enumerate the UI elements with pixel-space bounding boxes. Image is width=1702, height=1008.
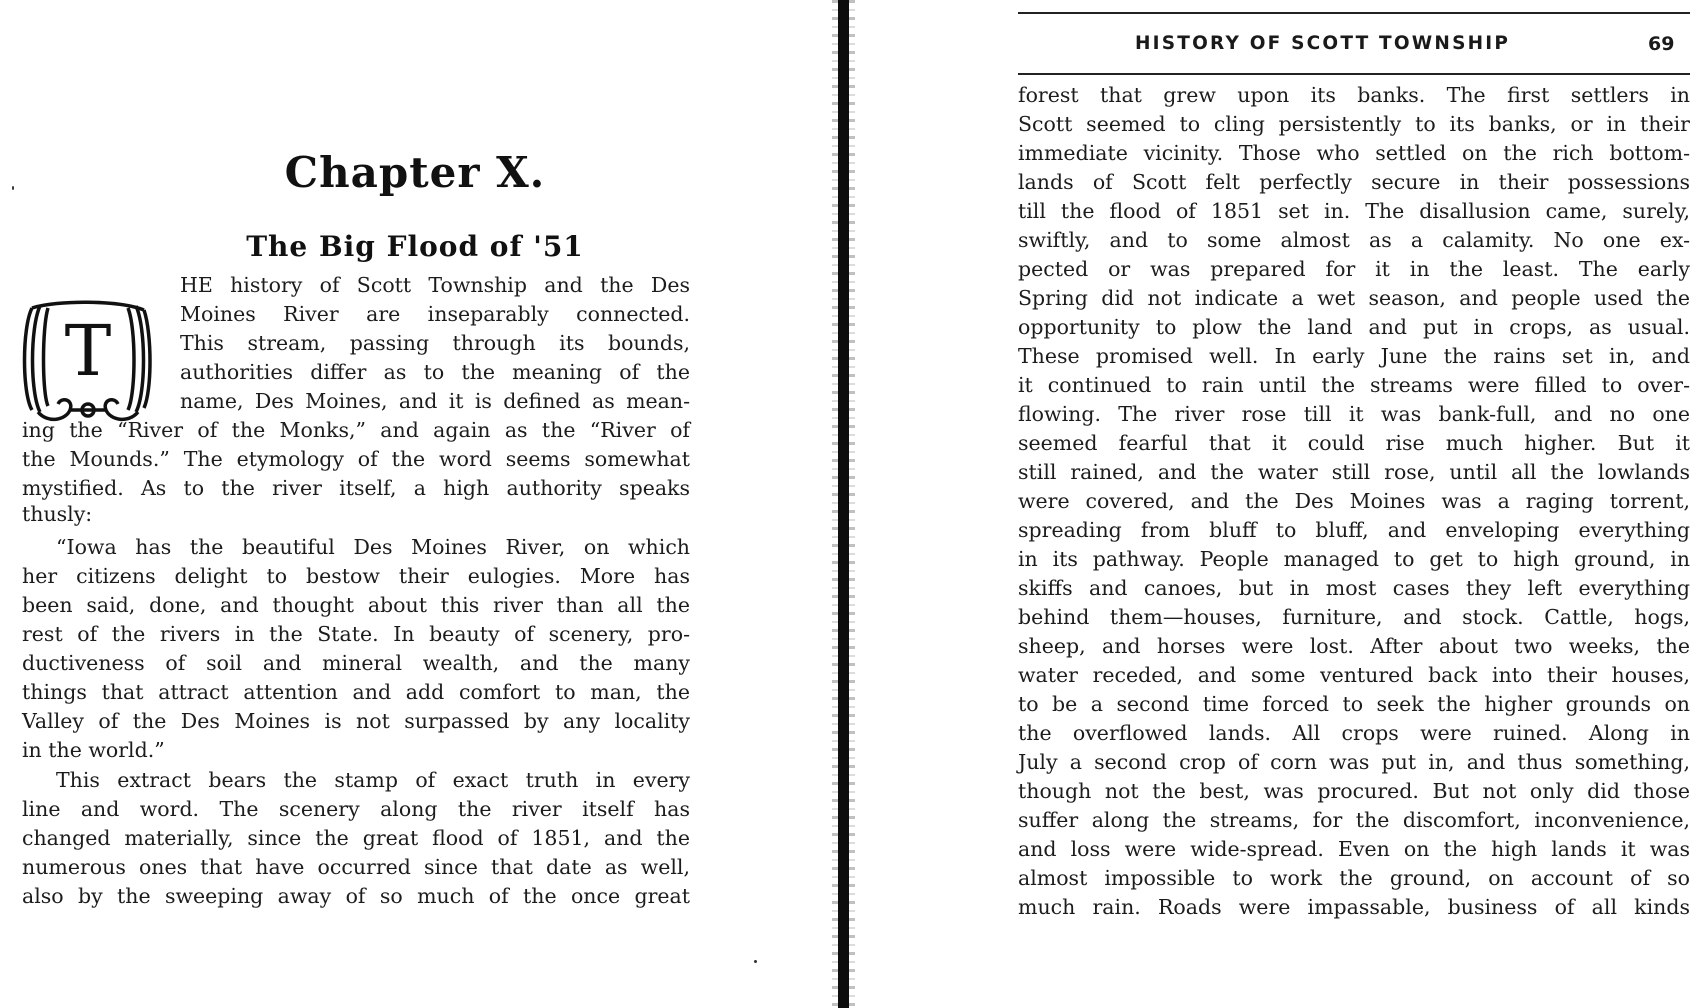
drop-cap-letter: T [64,310,112,392]
text-line: HE history of Scott Township and the Des [180,273,690,297]
text-line: Moines River are inseparably connected. [180,302,690,326]
header-rule-bottom [1018,73,1690,75]
book-gutter [826,0,860,1008]
text-line: seemed fearful that it could rise much higher. But it [1018,431,1690,455]
text-line: were covered, and the Des Moines was a raging torrent, [1018,489,1690,513]
text-line: it continued to rain until the streams were filled to over- [1018,373,1690,397]
text-line: water receded, and some ventured back into their houses, [1018,663,1690,687]
text-line: opportunity to plow the land and put in crops, as usual. [1018,315,1690,339]
print-speck [754,960,757,963]
text-line: the Mounds.” The etymology of the word seems somewhat [22,447,690,471]
gutter-shadow [838,0,849,1008]
text-line: also by the sweeping away of so much of the once great [22,884,690,908]
text-line: and loss were wide-spread. Even on the high lands it was [1018,837,1690,861]
text-line: her citizens delight to bestow their eulogies. More has [22,564,690,588]
print-speck [12,186,14,190]
text-line: the overflowed lands. All crops were ruined. Along in [1018,721,1690,745]
text-line: This stream, passing through its bounds, [180,331,690,355]
text-line: pected or was prepared for it in the least. The early [1018,257,1690,281]
text-line: These promised well. In early June the rains set in, and [1018,344,1690,368]
text-line: ductiveness of soil and mineral wealth, and the many [22,651,690,675]
text-line: suffer along the streams, for the discomfort, inconvenience, [1018,808,1690,832]
text-line: skiffs and canoes, but in most cases they left everything [1018,576,1690,600]
text-line: mystified. As to the river itself, a high authority speaks [22,476,690,500]
header-rule-top [1018,12,1690,14]
text-line: name, Des Moines, and it is defined as mean- [180,389,690,413]
text-line: Spring did not indicate a wet season, and people used the [1018,286,1690,310]
text-line: swiftly, and to some almost as a calamity. No one ex- [1018,228,1690,252]
chapter-subtitle: The Big Flood of '51 [246,230,584,263]
text-line: numerous ones that have occurred since that date as well, [22,855,690,879]
text-line: This extract bears the stamp of exact truth in every [56,768,690,792]
text-line: immediate vicinity. Those who settled on the rich bottom- [1018,141,1690,165]
text-line: authorities differ as to the meaning of the [180,360,690,384]
text-line: though not the best, was procured. But not only did those [1018,779,1690,803]
text-line: ing the “River of the Monks,” and again as the “River of [22,418,690,442]
text-line: in its pathway. People managed to get to high ground, in [1018,547,1690,571]
drop-cap-ornament [18,298,158,426]
text-line: almost impossible to work the ground, on account of so [1018,866,1690,890]
text-line: been said, done, and thought about this river than all the [22,593,690,617]
text-line: Scott seemed to cling persistently to its banks, or in their [1018,112,1690,136]
text-line: in the world.” [22,738,165,762]
page-number: 69 [1648,33,1675,55]
text-line: lands of Scott felt perfectly secure in their possessions [1018,170,1690,194]
text-line: changed materially, since the great flood of 1851, and the [22,826,690,850]
text-line: rest of the rivers in the State. In beauty of scenery, pro- [22,622,690,646]
text-line: to be a second time forced to seek the higher grounds on [1018,692,1690,716]
text-line: forest that grew upon its banks. The first settlers in [1018,83,1690,107]
text-line: thusly: [22,502,93,526]
chapter-title: Chapter X. [284,148,546,197]
text-line: till the flood of 1851 set in. The disallusion came, surely, [1018,199,1690,223]
text-line: spreading from bluff to bluff, and enveloping everything [1018,518,1690,542]
text-line: still rained, and the water still rose, until all the lowlands [1018,460,1690,484]
text-line: flowing. The river rose till it was bank-full, and no one [1018,402,1690,426]
text-line: much rain. Roads were impassable, business of all kinds [1018,895,1690,919]
text-line: behind them—houses, furniture, and stock. Cattle, hogs, [1018,605,1690,629]
text-line: things that attract attention and add comfort to man, the [22,680,690,704]
running-head: HISTORY OF SCOTT TOWNSHIP [1135,33,1511,54]
text-line: Valley of the Des Moines is not surpassed by any locality [22,709,690,733]
text-line: July a second crop of corn was put in, and thus something, [1018,750,1690,774]
text-line: line and word. The scenery along the river itself has [22,797,690,821]
text-line: sheep, and horses were lost. After about two weeks, the [1018,634,1690,658]
text-line: “Iowa has the beautiful Des Moines River, on which [56,535,690,559]
